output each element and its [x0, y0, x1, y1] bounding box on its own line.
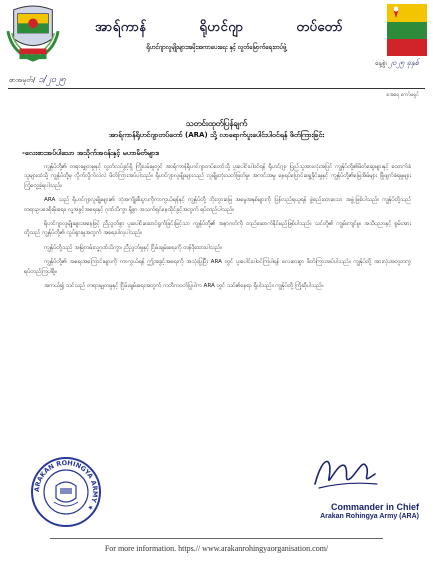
ara-emblem-logo	[4, 4, 62, 64]
footer-website: For more information. https.// www.arakanrohingyaorganisation.com/	[104, 544, 329, 553]
signatory-org: Arakan Rohingya Army (ARA)	[320, 513, 419, 520]
signatory-title	[320, 502, 419, 520]
reference-number	[9, 74, 65, 87]
header-note: အေရေ ကော်မရှင်	[386, 92, 419, 98]
handwritten-signature	[305, 448, 385, 496]
signatory-role: Commander in Chief	[330, 502, 419, 512]
notice-salutation: -လေးစားအပ်ပါသော အသိုက်အဝန်းနှင့် မဟာမိတ်များ။	[22, 149, 160, 157]
paragraph: ARA သည် ရိုဟင်ဂျာလူမျိုးများ၏ ဘုံအကျိုးစီးပွားကိုကာကွယ်ရန်နှင့် ကျွန်ုပ်တို့ ဘိုးဘွားမြေ အမွေအနှစ်များကို ပြန်လည်ရယူရန် ဖွဲ့စည်းထားသော အဖွဲ့ဖြစ်ပါသည်။ ကျွန်ုပ်တို့သည် တရားဥပဒေစိုးမိုးရေး၊ လူ့အခွင့်အရေးနှင့် ဂုဏ်သိက္ခာ ရှိစွာ အသက်ရှင်နေထိုင်ခွင့်အတွက် ရပ်တည်ပါသည်။	[24, 197, 411, 213]
document-date	[375, 58, 419, 69]
title-left: အာရ်ကာန်	[95, 20, 147, 35]
title-center: ရိုဟင်ဂျာ	[199, 20, 244, 35]
date-label: နေ့စွဲ၊	[374, 59, 387, 67]
footer-divider	[50, 538, 383, 539]
ref-label: စာအမှတ်/	[9, 76, 36, 84]
letterhead-subtitle: ရိုဟင်ဂျာလူမျိုးများအမိုးအကာပေးရေး နှင့် လွတ်မြောက်ရေးတပ်ဖွဲ့	[146, 44, 287, 51]
ara-flag-icon	[387, 4, 427, 56]
svg-text:ARAKAN ROHINGYA ARMY ★: ARAKAN ROHINGYA ARMY ★	[32, 458, 100, 513]
paragraph: ကျွန်ုပ်တို့သည် အမြဲတမ်းလူ့ဂုဏ်သိက္ခာ၊ ညီညွတ်မှုနှင့် ငြိမ်းချမ်းရေးကို တန်ဖိုးထားပါသည်။	[44, 244, 222, 251]
ref-value: ၁/၂၀၂၅	[38, 75, 66, 85]
paragraph: ရိုဟင်ဂျာလူမျိုးများအနေဖြင့် ညီညွတ်စွာ ပူးပေါင်းဆောင်ရွက်ခြင်းဖြင့်သာ ကျွန်ုပ်တို့၏ အနာဂတ်ကို တည်ဆောက်နိုင်မည်ဖြစ်ပါသည်။ သင်တို့၏ ကျွမ်းကျင်မှု၊ အသိပညာနှင့် စွမ်းအားတို့သည် ကျွန်ုပ်တို့၏ လှုပ်ရှားမှုအတွက် အရေးပါလှပါသည်။	[24, 221, 411, 237]
paragraph: အကယ်၍ သင်သည် တရားမျှတမှုနှင့် ငြိမ်းချမ်းရေးအတွက် ကတိကဝတ်ပြုပါက ARA တွင် သင်၏နေရာ ရှိပါသည်။ ကျွန်ုပ်တို့ ကြိုဆိုပါသည်။	[44, 283, 324, 290]
official-seal-stamp	[30, 456, 102, 528]
date-value: ၂၀၂၅ ခုနှစ်	[388, 58, 419, 67]
notice-body	[24, 163, 411, 296]
paragraph: ကျွန်ုပ်တို့၏ တရားမျှတမှုနှင့် လွတ်လပ်ခွင့်ရှိ ကြိုးပမ်းမှုတွင် အာရ်ကာန်ရိုဟင်ဂျာတပ်တော်သို့ ပူးပေါင်းပါဝင်ရန် ရိုဟင်ဂျာ ပြည်သူအားလုံးအပြင် ကျွန်ုပ်တို့၏မိတ်ဆွေများနှင့် ထောက်ခံသူများထံသို့ ကျွန်ုပ်တို့မှ လှိုက်လှိုက်လဲလဲ ဖိတ်ကြားအပ်ပါသည်။ ရိုဟင်ဂျာလူမျိုးများသည် လူမျိုးတုံးသတ်ဖြတ်မှု၊ အကင်းအမှု နေရပ်ပြောင်းရွှေ့ခိုင်းမှုနှင့် ကျွန်ုပ်တို့၏မြေအိမ်များ ဖြိုဖျက်ခံရမှုများကြုံတွေ့ခဲ့ရပါသည်။	[24, 164, 411, 189]
notice-heading: သတင်းထုတ်ပြန်ချက်	[185, 119, 248, 128]
title-right: တပ်တော်	[296, 20, 343, 35]
letterhead-title	[95, 19, 343, 38]
paragraph: ကျွန်ုပ်တို့၏ အရေးအကြောင်းများကို ကာကွယ်ရန် ဤအခွင့်အရေးကို အသုံးပြုပြီး ARA တွင် ပူးပေါင်းပါဝင်ကြပါရန် လေးစားစွာ ဖိတ်ကြားအပ်ပါသည်။ ကျွန်ုပ်တို့ အားလုံးအတူတကွ ရပ်တည်ကြပါစို့။	[24, 259, 411, 275]
header-divider	[8, 88, 425, 89]
notice-subheading: အာရ်ကာန်ရိုဟင်ဂျာတပ်တော် (ARA) သို့ လာရောက်ပူးပေါင်းပါဝင်ရန် ဖိတ်ကြားခြင်း	[108, 131, 325, 139]
